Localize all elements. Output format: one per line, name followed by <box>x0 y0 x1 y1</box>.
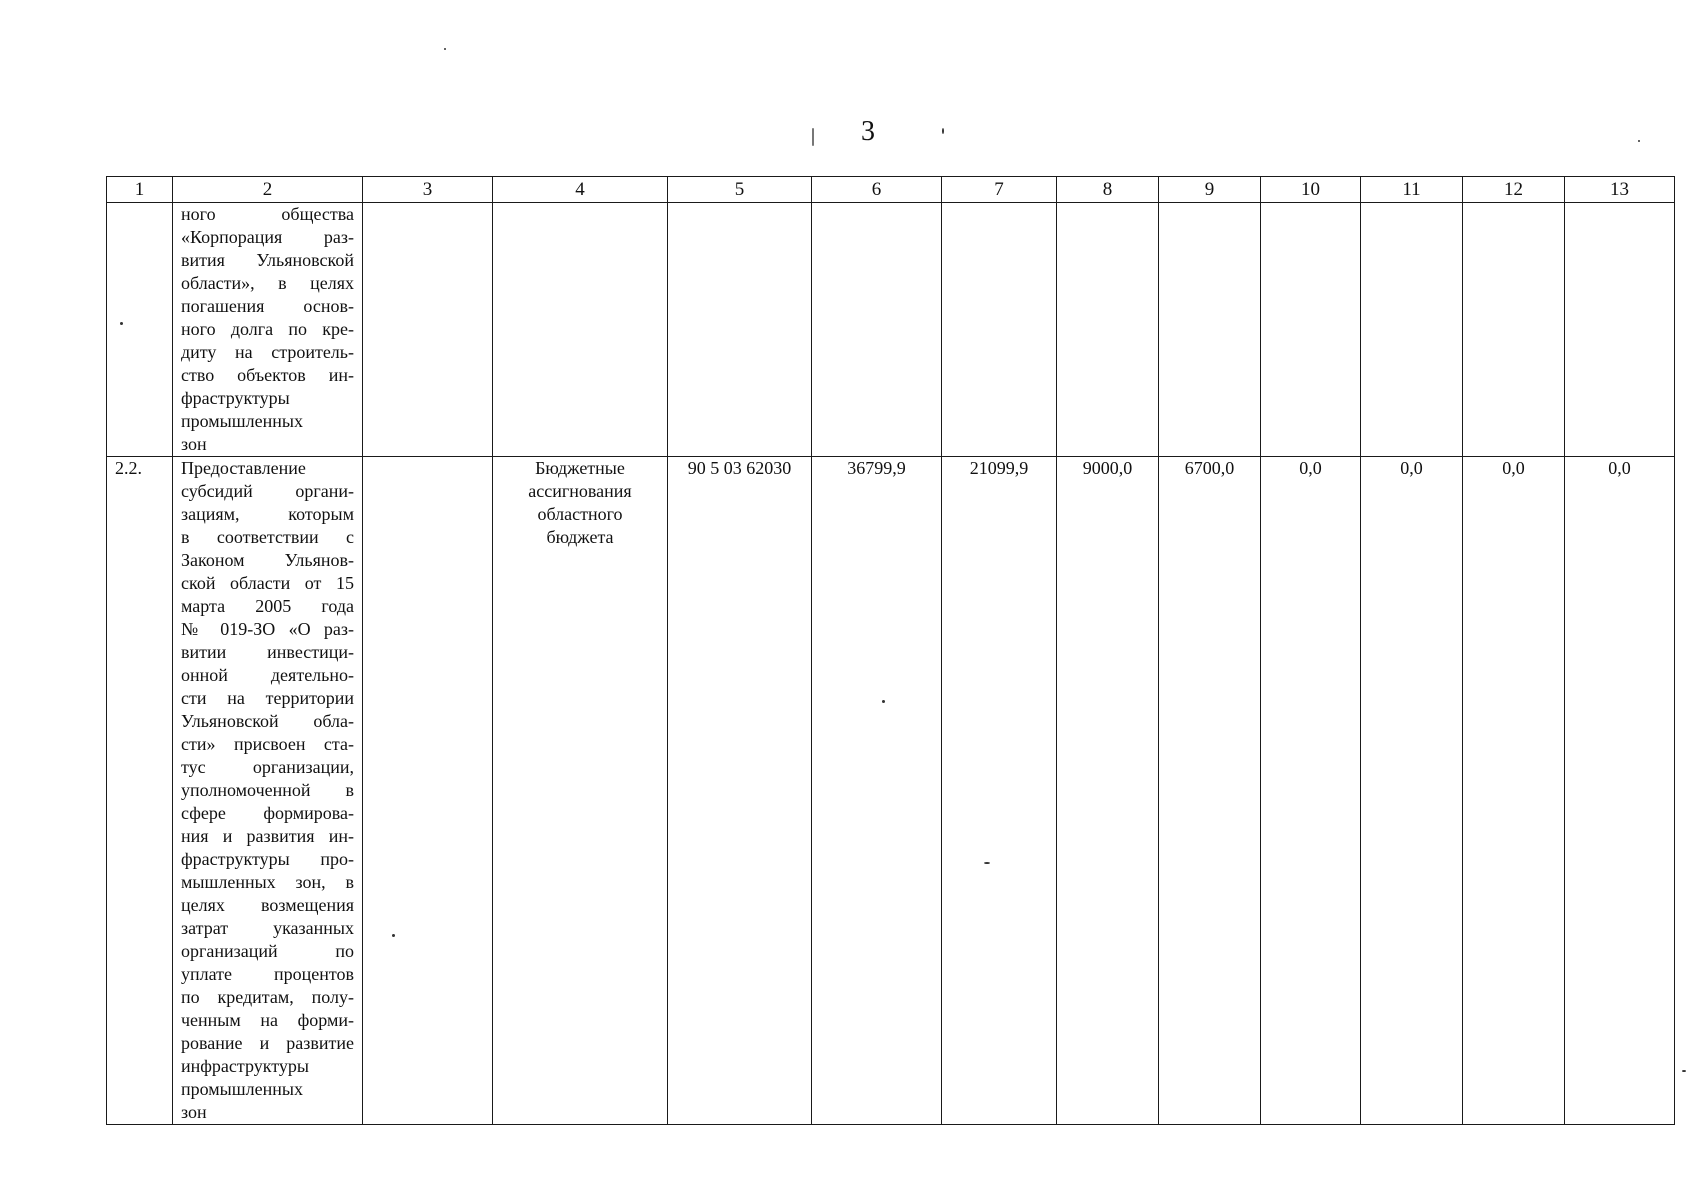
header-cell: 12 <box>1463 177 1565 203</box>
row-value-cell: 9000,0 <box>1057 457 1159 1125</box>
header-cell: 1 <box>107 177 173 203</box>
name-line: витии инвестици- <box>181 642 354 662</box>
row-value-cell: 21099,9 <box>942 457 1057 1125</box>
row-value-cell: 0,0 <box>1565 457 1675 1125</box>
header-cell: 5 <box>668 177 812 203</box>
row-value-cell <box>1159 203 1261 457</box>
name-line: Законом Ульянов- <box>181 550 354 570</box>
name-line: ного долга по кре- <box>181 319 354 339</box>
header-cell: 3 <box>363 177 493 203</box>
row-value-cell <box>1463 203 1565 457</box>
name-line: диту на строитель- <box>181 342 354 362</box>
header-cell: 8 <box>1057 177 1159 203</box>
name-line: промышленных <box>181 411 303 431</box>
row-name-cell <box>173 457 363 1125</box>
name-line: Ульяновской обла- <box>181 711 354 731</box>
row-value-cell: 0,0 <box>1261 457 1361 1125</box>
name-line: Предоставление <box>181 458 306 478</box>
name-line: фраструктуры <box>181 388 290 408</box>
name-line: в соответствии с <box>181 527 354 547</box>
source-line: Бюджетные <box>535 458 625 478</box>
row-value-cell: 36799,9 <box>812 457 942 1125</box>
name-line: зон <box>181 434 207 454</box>
row-value-cell: 0,0 <box>1463 457 1565 1125</box>
name-line: области», в целях <box>181 273 354 293</box>
name-line: ного общества <box>181 204 354 224</box>
header-cell: 10 <box>1261 177 1361 203</box>
row-code-cell <box>668 203 812 457</box>
name-line: зациям, которым <box>181 504 354 524</box>
header-cell: 9 <box>1159 177 1261 203</box>
row-value-cell: 0,0 <box>1361 457 1463 1125</box>
name-line: рование и развитие <box>181 1033 354 1053</box>
name-line: онной деятельно- <box>181 665 354 685</box>
name-line: целях возмещения <box>181 895 354 915</box>
name-line: уполномоченной в <box>181 780 354 800</box>
scan-speck <box>444 48 446 50</box>
name-line: ния и развития ин- <box>181 826 354 846</box>
name-line: марта 2005 года <box>181 596 354 616</box>
name-line: фраструктуры про- <box>181 849 354 869</box>
header-cell: 7 <box>942 177 1057 203</box>
row-value-cell <box>1565 203 1675 457</box>
name-line: промышленных <box>181 1079 303 1099</box>
name-line: погашения основ- <box>181 296 354 316</box>
table-row <box>107 203 1675 457</box>
row-value-cell <box>1057 203 1159 457</box>
row-col3-cell <box>363 203 493 457</box>
name-line: организаций по <box>181 941 354 961</box>
header-cell: 6 <box>812 177 942 203</box>
header-cell: 4 <box>493 177 668 203</box>
name-line: № 019-ЗО «О раз- <box>181 619 354 639</box>
name-line: мышленных зон, в <box>181 872 354 892</box>
row-value-cell <box>812 203 942 457</box>
scan-speck <box>942 128 944 134</box>
name-line: зон <box>181 1102 207 1122</box>
table-row <box>107 457 1675 1125</box>
table-header <box>107 177 1675 203</box>
name-line: тус организации, <box>181 757 354 777</box>
source-line: ассигнования <box>528 481 632 501</box>
scan-speck <box>1638 140 1640 142</box>
row-code-cell: 90 5 03 62030 <box>668 457 812 1125</box>
name-line: ство объектов ин- <box>181 365 354 385</box>
name-line: уплате процентов <box>181 964 354 984</box>
page-number: 3 <box>861 116 875 147</box>
budget-table <box>106 176 1675 1125</box>
header-cell: 13 <box>1565 177 1675 203</box>
row-col3-cell <box>363 457 493 1125</box>
name-line: по кредитам, полу- <box>181 987 354 1007</box>
row-name-cell <box>173 203 363 457</box>
row-source-cell <box>493 203 668 457</box>
header-row <box>107 177 1675 203</box>
scan-speck <box>1682 1070 1686 1072</box>
row-value-cell <box>1261 203 1361 457</box>
row-value-cell <box>942 203 1057 457</box>
source-line: областного <box>537 504 623 524</box>
scan-speck <box>812 128 814 146</box>
name-line: вития Ульяновской <box>181 250 354 270</box>
name-line: инфраструктуры <box>181 1056 309 1076</box>
row-value-cell: 6700,0 <box>1159 457 1261 1125</box>
name-line: затрат указанных <box>181 918 354 938</box>
row-source-cell <box>493 457 668 1125</box>
name-line: сфере формирова- <box>181 803 354 823</box>
header-cell: 11 <box>1361 177 1463 203</box>
row-number-cell: 2.2. <box>107 457 173 1125</box>
name-line: ской области от 15 <box>181 573 354 593</box>
source-line: бюджета <box>546 527 614 547</box>
row-number-cell <box>107 203 173 457</box>
name-line: «Корпорация раз- <box>181 227 354 247</box>
name-line: сти» присвоен ста- <box>181 734 354 754</box>
name-line: сти на территории <box>181 688 354 708</box>
name-line: ченным на форми- <box>181 1010 354 1030</box>
name-line: субсидий органи- <box>181 481 354 501</box>
row-value-cell <box>1361 203 1463 457</box>
table-body <box>107 203 1675 1125</box>
header-cell: 2 <box>173 177 363 203</box>
